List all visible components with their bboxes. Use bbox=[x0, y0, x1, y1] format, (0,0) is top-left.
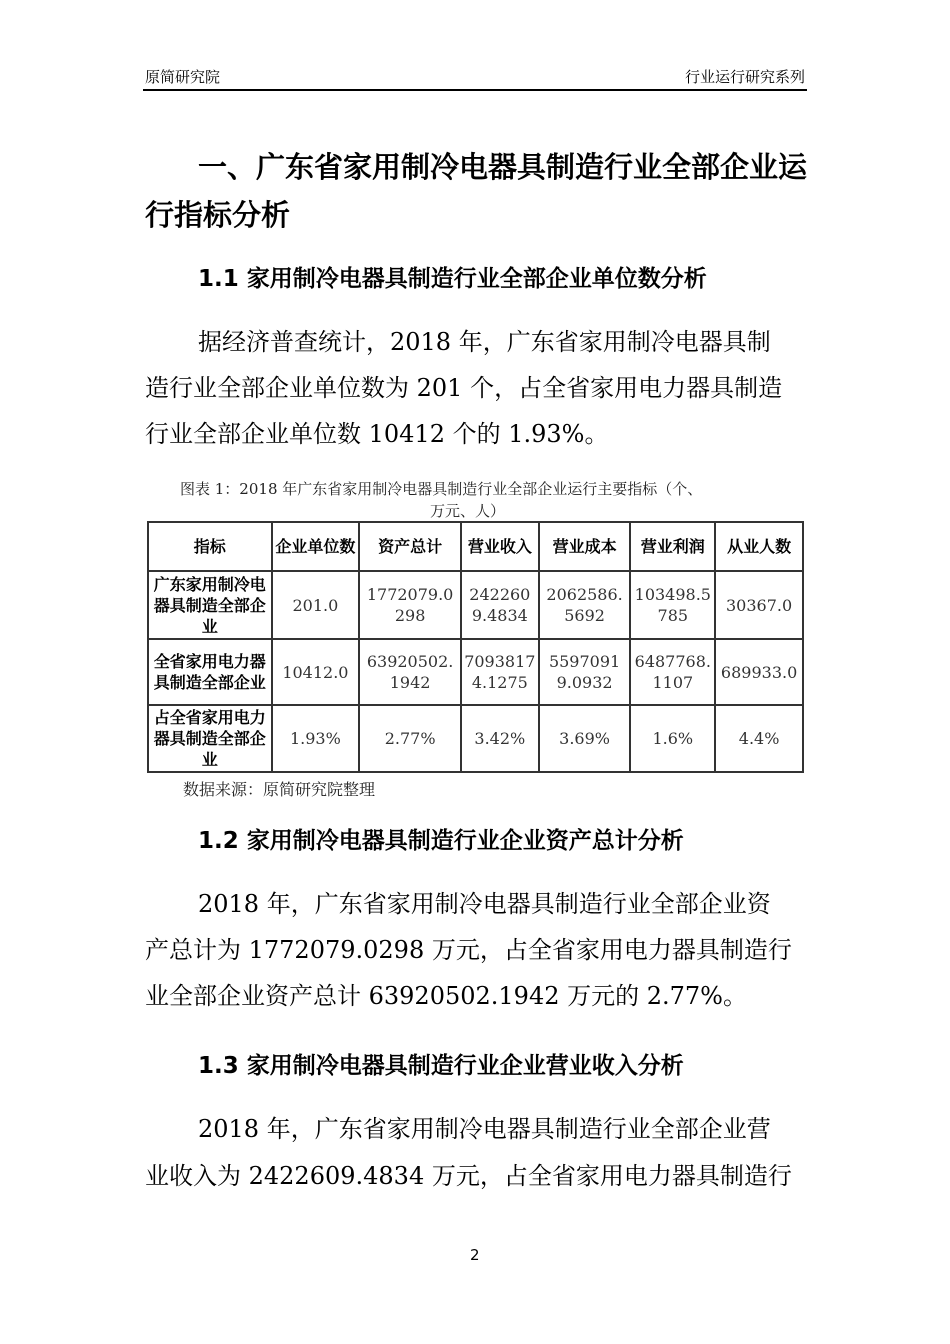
cell: 55970919.0932 bbox=[539, 639, 631, 705]
header-cell: 营业利润 bbox=[630, 522, 715, 571]
table-row bbox=[148, 639, 803, 705]
cell: 4.4% bbox=[715, 705, 803, 772]
cell: 689933.0 bbox=[715, 639, 803, 705]
paragraph-line: 造行业全部企业单位数为 201 个，占全省家用电力器具制造 bbox=[145, 374, 783, 402]
paragraph-line: 行业全部企业单位数 10412 个的 1.93%。 bbox=[145, 420, 609, 448]
cell: 63920502.1942 bbox=[359, 639, 461, 705]
header-cell: 营业收入 bbox=[461, 522, 539, 571]
subsection-title: 1.3 家用制冷电器具制造行业企业营业收入分析 bbox=[198, 1053, 684, 1079]
header-cell: 从业人数 bbox=[715, 522, 803, 571]
table-source: 数据来源：原简研究院整理 bbox=[183, 780, 376, 799]
table-row bbox=[148, 571, 803, 639]
table-caption: 万元、人） bbox=[430, 502, 506, 520]
cell: 2062586.5692 bbox=[539, 571, 631, 639]
table-header-row bbox=[148, 522, 803, 571]
paragraph-line: 2018 年，广东省家用制冷电器具制造行业全部企业营 bbox=[198, 1115, 771, 1143]
paragraph-line: 业全部企业资产总计 63920502.1942 万元的 2.77%。 bbox=[145, 982, 747, 1010]
cell: 201.0 bbox=[272, 571, 360, 639]
paragraph-line: 业收入为 2422609.4834 万元，占全省家用电力器具制造行 bbox=[145, 1162, 792, 1190]
table-row bbox=[148, 705, 803, 772]
cell: 2422609.4834 bbox=[461, 571, 539, 639]
subsection-title: 1.2 家用制冷电器具制造行业企业资产总计分析 bbox=[198, 828, 684, 854]
section-title: 行指标分析 bbox=[145, 198, 291, 232]
header-cell: 企业单位数 bbox=[272, 522, 360, 571]
cell: 1772079.0298 bbox=[359, 571, 461, 639]
row-header: 广东家用制冷电器具制造全部企业 bbox=[148, 571, 272, 639]
cell: 2.77% bbox=[359, 705, 461, 772]
header-cell: 营业成本 bbox=[539, 522, 631, 571]
cell: 6487768.1107 bbox=[630, 639, 715, 705]
header-cell: 指标 bbox=[148, 522, 272, 571]
row-header: 占全省家用电力器具制造全部企业 bbox=[148, 705, 272, 772]
table-caption: 图表 1：2018 年广东省家用制冷电器具制造行业全部企业运行主要指标（个、 bbox=[180, 480, 703, 498]
cell: 3.42% bbox=[461, 705, 539, 772]
cell: 3.69% bbox=[539, 705, 631, 772]
cell: 1.6% bbox=[630, 705, 715, 772]
header-right: 行业运行研究系列 bbox=[684, 68, 805, 86]
cell: 30367.0 bbox=[715, 571, 803, 639]
paragraph-line: 产总计为 1772079.0298 万元，占全省家用电力器具制造行 bbox=[145, 936, 792, 964]
cell: 103498.5785 bbox=[630, 571, 715, 639]
cell: 10412.0 bbox=[272, 639, 360, 705]
indicator-table bbox=[147, 521, 804, 773]
header-left: 原简研究院 bbox=[145, 68, 221, 86]
paragraph-line: 2018 年，广东省家用制冷电器具制造行业全部企业资 bbox=[198, 890, 771, 918]
cell: 1.93% bbox=[272, 705, 360, 772]
header-cell: 资产总计 bbox=[359, 522, 461, 571]
page-number: 2 bbox=[470, 1246, 480, 1264]
paragraph-line: 据经济普查统计，2018 年，广东省家用制冷电器具制 bbox=[198, 328, 771, 356]
header-rule bbox=[143, 89, 807, 91]
subsection-title: 1.1 家用制冷电器具制造行业全部企业单位数分析 bbox=[198, 266, 707, 292]
row-header: 全省家用电力器具制造全部企业 bbox=[148, 639, 272, 705]
cell: 70938174.1275 bbox=[461, 639, 539, 705]
section-title: 一、广东省家用制冷电器具制造行业全部企业运 bbox=[198, 150, 808, 184]
